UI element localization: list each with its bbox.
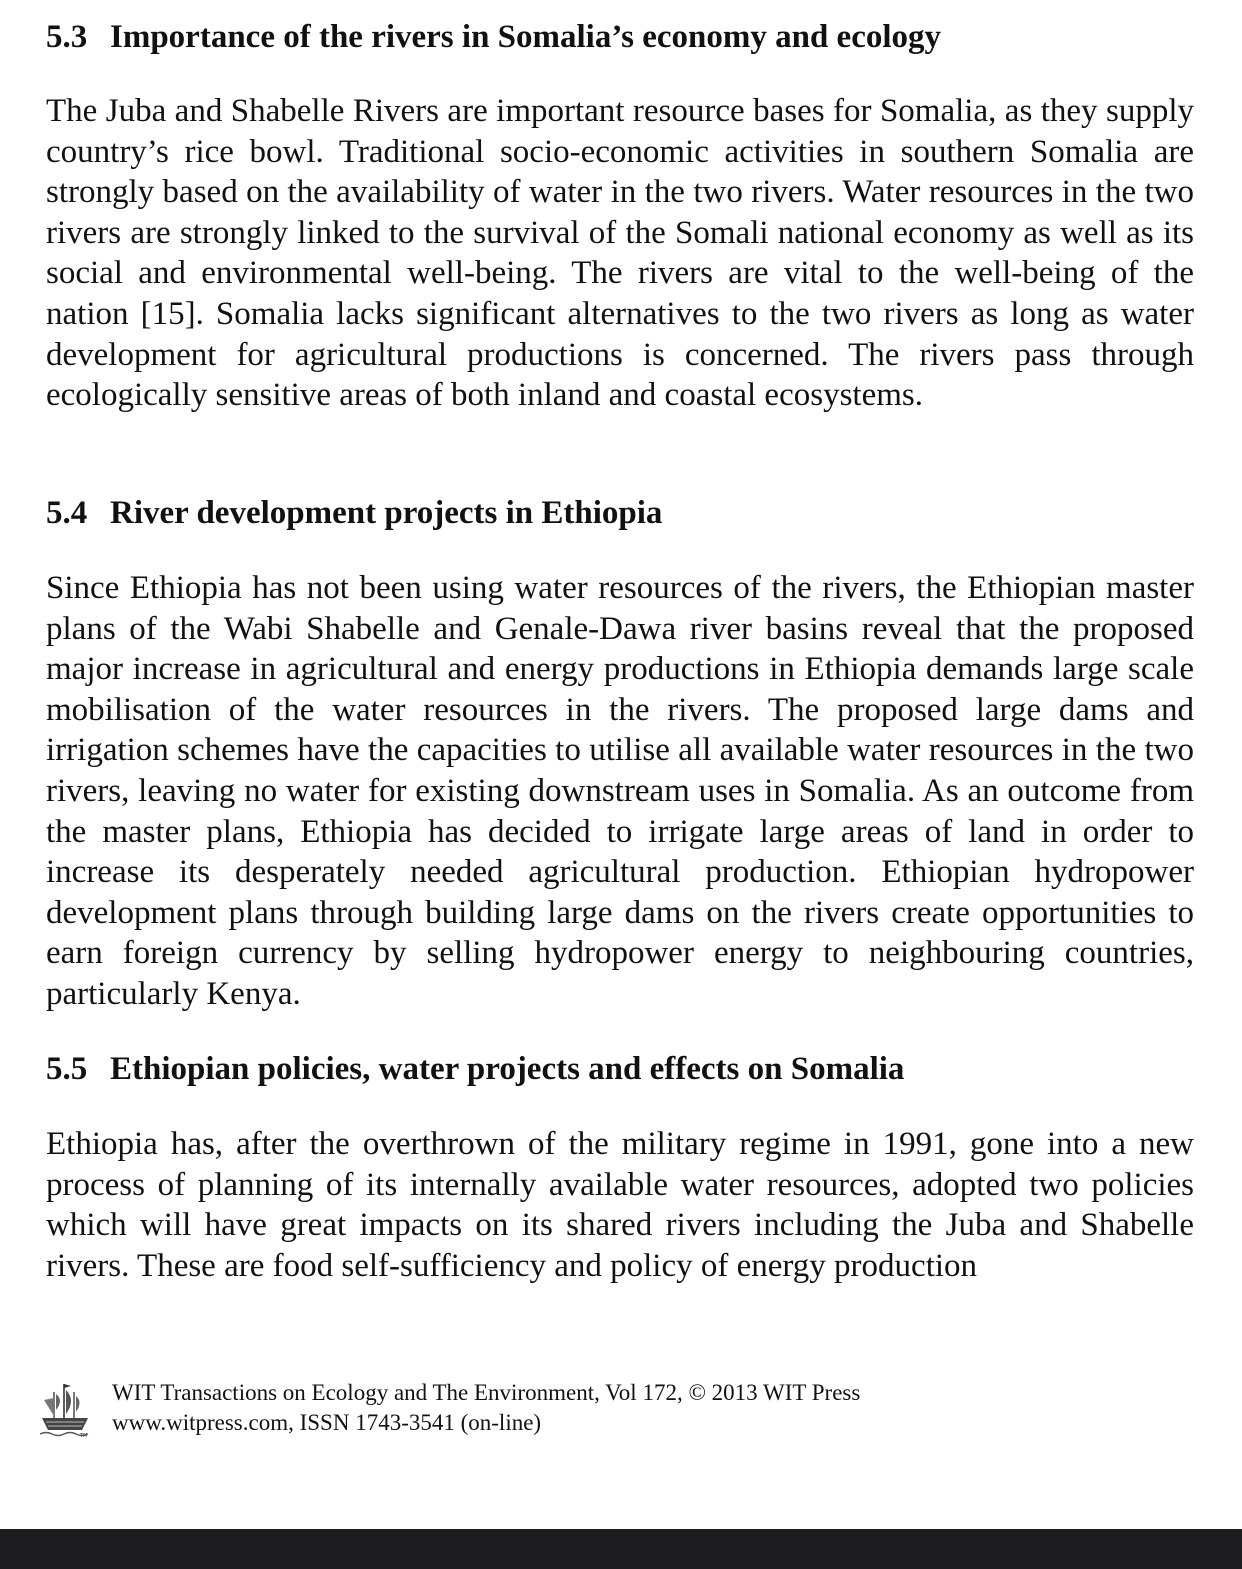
footer-line-website: www.witpress.com, ISSN 1743-3541 (on-line)	[112, 1410, 542, 1435]
page-footer	[40, 1374, 1040, 1444]
ship-logo-icon	[40, 1380, 90, 1438]
section-paragraph-5-3: The Juba and Shabelle Rivers are important resource bases for Somalia, as they supply country’s rice bowl. Traditional socio-economic activities in southern Somalia are strongly based on the availability of water in the two rivers. Water resources in the two rivers are strongly linked to the survival of the Somali national economy as well as its social and environmental well-being. The rivers are vital to the well-being of the nation [15]. Somalia lacks significant alternatives to the two rivers as long as water development for agricultural productions is concerned. The rivers pass through ecologically sensitive areas of both inland and coastal ecosystems.	[46, 93, 1194, 414]
section-paragraph-5-4: Since Ethiopia has not been using water resources of the rivers, the Ethiopian master plans of the Wabi Shabelle and Genale-Dawa river basins reveal that the proposed major increase in agricultural and energy productions in Ethiopia demands large scale mobilisation of the water resources in the rivers. The proposed large dams and irrigation schemes have the capacities to utilise all available water resources in the two rivers, leaving no water for existing downstream uses in Somalia. As an outcome from the master plans, Ethiopia has decided to irrigate large areas of land in order to increase its desperately needed agricultural production. Ethiopian hydropower development plans through building large dams on the rivers create opportunities to earn foreign currency by selling hydropower energy to neighbouring countries, particularly Kenya.	[46, 570, 1194, 1012]
section-heading-5-5	[46, 1049, 904, 1089]
section-paragraph-5-5: Ethiopia has, after the overthrown of the military regime in 1991, gone into a new process of planning of its internally available water resources, adopted two policies which will have great impacts on its shared rivers including the Juba and Shabelle rivers. These are food self-sufficiency and policy of energy production	[46, 1126, 1194, 1284]
footer-citation	[112, 1378, 860, 1438]
section-heading-5-4	[46, 493, 662, 533]
footer-line-journal: WIT Transactions on Ecology and The Environment, Vol 172, © 2013 WIT Press	[112, 1380, 861, 1405]
section-number: 5.5	[46, 1051, 88, 1087]
section-title: River development projects in Ethiopia	[110, 495, 663, 531]
section-title: Importance of the rivers in Somalia’s economy and ecology	[110, 19, 942, 55]
section-title: Ethiopian policies, water projects and effects on Somalia	[110, 1051, 905, 1087]
bottom-bar	[0, 1529, 1242, 1569]
section-number: 5.3	[46, 19, 88, 55]
svg-text:TM: TM	[80, 1433, 88, 1438]
section-number: 5.4	[46, 495, 88, 531]
section-heading-5-3	[46, 17, 941, 57]
